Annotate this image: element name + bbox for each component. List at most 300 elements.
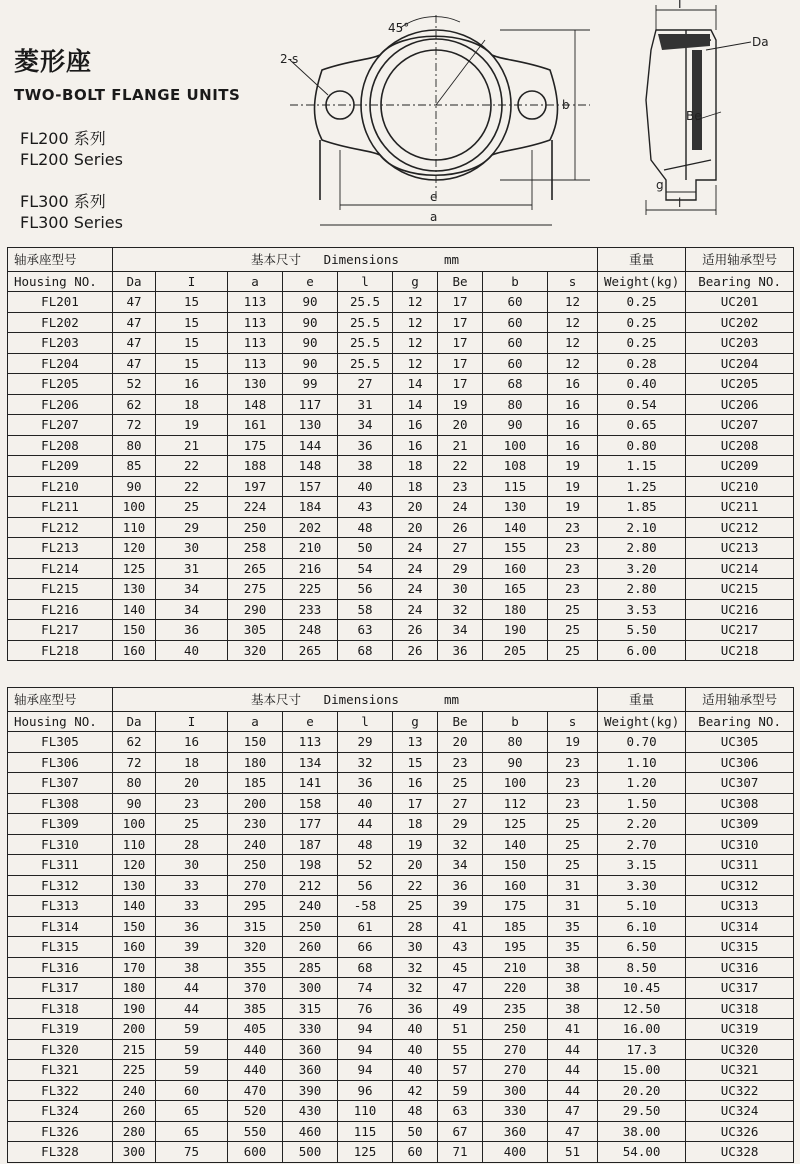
cell-housing-no: FL318 (8, 998, 113, 1019)
col-header-I: I (156, 712, 228, 732)
cell-bearing-no: UC208 (686, 435, 794, 456)
cell-i: 59 (156, 1039, 228, 1060)
cell-s: 23 (548, 558, 598, 579)
housing-header-en: Housing NO. (8, 712, 113, 732)
col-header-g: g (393, 272, 438, 292)
cell-e: 187 (283, 834, 338, 855)
cell-a: 148 (228, 394, 283, 415)
cell-a: 250 (228, 855, 283, 876)
cell-i: 65 (156, 1121, 228, 1142)
cell-l: 40 (338, 476, 393, 497)
col-header-Be: Be (438, 712, 483, 732)
cell-g: 32 (393, 957, 438, 978)
cell-e: 90 (283, 353, 338, 374)
cell-g: 25 (393, 896, 438, 917)
cell-b: 60 (483, 333, 548, 354)
cell-be: 67 (438, 1121, 483, 1142)
cell-i: 75 (156, 1142, 228, 1163)
cell-i: 36 (156, 916, 228, 937)
cell-l: -58 (338, 896, 393, 917)
cell-g: 18 (393, 476, 438, 497)
cell-weight: 1.20 (598, 773, 686, 794)
cell-l: 94 (338, 1060, 393, 1081)
cell-da: 85 (113, 456, 156, 477)
cell-a: 113 (228, 292, 283, 313)
col-header-a: a (228, 272, 283, 292)
dims-header-en: Dimensions (323, 692, 399, 707)
cell-s: 25 (548, 855, 598, 876)
cell-da: 240 (113, 1080, 156, 1101)
cell-i: 19 (156, 415, 228, 436)
cell-e: 212 (283, 875, 338, 896)
dim-e-label: e (430, 190, 438, 204)
cell-e: 202 (283, 517, 338, 538)
cell-be: 27 (438, 793, 483, 814)
cell-da: 160 (113, 640, 156, 661)
cell-be: 41 (438, 916, 483, 937)
col-header-g: g (393, 712, 438, 732)
cell-b: 80 (483, 732, 548, 753)
cell-l: 94 (338, 1019, 393, 1040)
cell-b: 150 (483, 855, 548, 876)
table-row (8, 834, 794, 855)
cell-da: 52 (113, 374, 156, 395)
cell-housing-no: FL322 (8, 1080, 113, 1101)
dim-b-label: b (562, 98, 570, 112)
cell-weight: 3.53 (598, 599, 686, 620)
cell-bearing-no: UC212 (686, 517, 794, 538)
cell-b: 100 (483, 773, 548, 794)
cell-g: 12 (393, 312, 438, 333)
cell-i: 22 (156, 476, 228, 497)
cell-i: 25 (156, 814, 228, 835)
cell-l: 36 (338, 773, 393, 794)
cell-i: 15 (156, 312, 228, 333)
cell-weight: 2.20 (598, 814, 686, 835)
col-header-Be: Be (438, 272, 483, 292)
cell-da: 160 (113, 937, 156, 958)
cell-e: 158 (283, 793, 338, 814)
flange-side-section-drawing (636, 0, 800, 245)
cell-housing-no: FL209 (8, 456, 113, 477)
cell-e: 248 (283, 620, 338, 641)
cell-da: 140 (113, 896, 156, 917)
table-row (8, 1080, 794, 1101)
cell-a: 550 (228, 1121, 283, 1142)
cell-bearing-no: UC203 (686, 333, 794, 354)
cell-b: 175 (483, 896, 548, 917)
cell-be: 43 (438, 937, 483, 958)
table-row (8, 793, 794, 814)
col-header-l: l (338, 272, 393, 292)
cell-i: 59 (156, 1060, 228, 1081)
cell-a: 188 (228, 456, 283, 477)
col-header-e: e (283, 272, 338, 292)
cell-housing-no: FL218 (8, 640, 113, 661)
table-row (8, 855, 794, 876)
cell-e: 250 (283, 916, 338, 937)
cell-a: 175 (228, 435, 283, 456)
cell-s: 16 (548, 374, 598, 395)
cell-bearing-no: UC306 (686, 752, 794, 773)
cell-l: 25.5 (338, 312, 393, 333)
cell-g: 18 (393, 456, 438, 477)
cell-be: 24 (438, 497, 483, 518)
cell-s: 19 (548, 732, 598, 753)
cell-e: 99 (283, 374, 338, 395)
cell-weight: 12.50 (598, 998, 686, 1019)
cell-e: 225 (283, 579, 338, 600)
cell-bearing-no: UC312 (686, 875, 794, 896)
cell-b: 270 (483, 1039, 548, 1060)
table-row (8, 456, 794, 477)
cell-e: 134 (283, 752, 338, 773)
cell-s: 25 (548, 620, 598, 641)
cell-e: 177 (283, 814, 338, 835)
cell-g: 28 (393, 916, 438, 937)
cell-housing-no: FL319 (8, 1019, 113, 1040)
cell-b: 160 (483, 558, 548, 579)
cell-da: 140 (113, 599, 156, 620)
cell-bearing-no: UC207 (686, 415, 794, 436)
cell-housing-no: FL316 (8, 957, 113, 978)
cell-l: 40 (338, 793, 393, 814)
cell-l: 94 (338, 1039, 393, 1060)
cell-a: 315 (228, 916, 283, 937)
table-row (8, 538, 794, 559)
cell-da: 62 (113, 732, 156, 753)
cell-s: 35 (548, 916, 598, 937)
cell-a: 150 (228, 732, 283, 753)
cell-b: 210 (483, 957, 548, 978)
cell-bearing-no: UC213 (686, 538, 794, 559)
cell-e: 430 (283, 1101, 338, 1122)
cell-g: 16 (393, 773, 438, 794)
cell-i: 15 (156, 292, 228, 313)
cell-weight: 8.50 (598, 957, 686, 978)
cell-weight: 1.10 (598, 752, 686, 773)
page-header (0, 0, 800, 245)
col-header-Da: Da (113, 272, 156, 292)
cell-da: 225 (113, 1060, 156, 1081)
cell-be: 21 (438, 435, 483, 456)
cell-bearing-no: UC206 (686, 394, 794, 415)
table-row (8, 558, 794, 579)
cell-bearing-no: UC215 (686, 579, 794, 600)
cell-be: 39 (438, 896, 483, 917)
cell-i: 18 (156, 394, 228, 415)
cell-s: 51 (548, 1142, 598, 1163)
cell-be: 23 (438, 752, 483, 773)
col-header-a: a (228, 712, 283, 732)
cell-housing-no: FL321 (8, 1060, 113, 1081)
cell-housing-no: FL317 (8, 978, 113, 999)
cell-l: 125 (338, 1142, 393, 1163)
cell-housing-no: FL324 (8, 1101, 113, 1122)
cell-g: 14 (393, 394, 438, 415)
table-row (8, 435, 794, 456)
cell-housing-no: FL217 (8, 620, 113, 641)
dim-Da-label: Da (752, 35, 769, 49)
cell-da: 62 (113, 394, 156, 415)
cell-b: 160 (483, 875, 548, 896)
housing-header-cn: 轴承座型号 (8, 248, 113, 272)
cell-e: 240 (283, 896, 338, 917)
cell-da: 110 (113, 517, 156, 538)
table-row (8, 1019, 794, 1040)
cell-l: 96 (338, 1080, 393, 1101)
cell-l: 31 (338, 394, 393, 415)
cell-i: 44 (156, 998, 228, 1019)
cell-s: 16 (548, 435, 598, 456)
cell-da: 100 (113, 814, 156, 835)
cell-weight: 1.50 (598, 793, 686, 814)
dimensions-header (113, 248, 598, 272)
cell-housing-no: FL210 (8, 476, 113, 497)
cell-a: 320 (228, 640, 283, 661)
cell-weight: 0.65 (598, 415, 686, 436)
fl200-table-body (8, 292, 794, 661)
cell-bearing-no: UC217 (686, 620, 794, 641)
col-header-b: b (483, 272, 548, 292)
cell-be: 36 (438, 875, 483, 896)
cell-bearing-no: UC316 (686, 957, 794, 978)
cell-bearing-no: UC201 (686, 292, 794, 313)
table-row (8, 875, 794, 896)
cell-a: 405 (228, 1019, 283, 1040)
cell-g: 17 (393, 793, 438, 814)
cell-s: 25 (548, 814, 598, 835)
cell-weight: 3.30 (598, 875, 686, 896)
cell-g: 26 (393, 640, 438, 661)
cell-da: 72 (113, 415, 156, 436)
cell-l: 110 (338, 1101, 393, 1122)
cell-be: 34 (438, 620, 483, 641)
cell-a: 113 (228, 312, 283, 333)
cell-be: 25 (438, 773, 483, 794)
cell-a: 440 (228, 1060, 283, 1081)
cell-e: 330 (283, 1019, 338, 1040)
cell-l: 27 (338, 374, 393, 395)
cell-g: 12 (393, 333, 438, 354)
cell-b: 80 (483, 394, 548, 415)
cell-bearing-no: UC204 (686, 353, 794, 374)
cell-e: 315 (283, 998, 338, 1019)
cell-g: 50 (393, 1121, 438, 1142)
cell-be: 29 (438, 558, 483, 579)
cell-bearing-no: UC311 (686, 855, 794, 876)
cell-housing-no: FL216 (8, 599, 113, 620)
cell-a: 270 (228, 875, 283, 896)
cell-l: 68 (338, 640, 393, 661)
cell-be: 17 (438, 374, 483, 395)
table-row (8, 353, 794, 374)
cell-e: 216 (283, 558, 338, 579)
cell-i: 22 (156, 456, 228, 477)
cell-housing-no: FL208 (8, 435, 113, 456)
cell-i: 33 (156, 896, 228, 917)
cell-i: 30 (156, 855, 228, 876)
cell-housing-no: FL211 (8, 497, 113, 518)
cell-s: 41 (548, 1019, 598, 1040)
cell-s: 38 (548, 978, 598, 999)
cell-l: 43 (338, 497, 393, 518)
cell-housing-no: FL308 (8, 793, 113, 814)
cell-s: 23 (548, 517, 598, 538)
cell-b: 400 (483, 1142, 548, 1163)
cell-e: 285 (283, 957, 338, 978)
table-row (8, 333, 794, 354)
cell-s: 25 (548, 599, 598, 620)
cell-be: 36 (438, 640, 483, 661)
cell-s: 47 (548, 1121, 598, 1142)
cell-be: 59 (438, 1080, 483, 1101)
cell-g: 40 (393, 1060, 438, 1081)
cell-g: 30 (393, 937, 438, 958)
cell-l: 44 (338, 814, 393, 835)
cell-l: 68 (338, 957, 393, 978)
cell-housing-no: FL213 (8, 538, 113, 559)
cell-bearing-no: UC314 (686, 916, 794, 937)
table-row (8, 1142, 794, 1163)
cell-i: 15 (156, 333, 228, 354)
cell-i: 29 (156, 517, 228, 538)
cell-weight: 2.80 (598, 579, 686, 600)
table-row (8, 1101, 794, 1122)
cell-g: 40 (393, 1039, 438, 1060)
cell-b: 125 (483, 814, 548, 835)
dim-g-label: g (656, 178, 664, 192)
cell-bearing-no: UC318 (686, 998, 794, 1019)
cell-a: 355 (228, 957, 283, 978)
cell-b: 195 (483, 937, 548, 958)
cell-a: 290 (228, 599, 283, 620)
cell-a: 113 (228, 353, 283, 374)
cell-i: 40 (156, 640, 228, 661)
cell-housing-no: FL314 (8, 916, 113, 937)
cell-g: 16 (393, 435, 438, 456)
cell-s: 47 (548, 1101, 598, 1122)
cell-a: 130 (228, 374, 283, 395)
table-row (8, 773, 794, 794)
cell-a: 185 (228, 773, 283, 794)
table-row (8, 579, 794, 600)
cell-da: 190 (113, 998, 156, 1019)
cell-da: 215 (113, 1039, 156, 1060)
cell-g: 12 (393, 353, 438, 374)
cell-da: 130 (113, 875, 156, 896)
cell-b: 140 (483, 517, 548, 538)
cell-i: 30 (156, 538, 228, 559)
col-header-s: s (548, 272, 598, 292)
cell-da: 150 (113, 620, 156, 641)
cell-be: 34 (438, 855, 483, 876)
cell-b: 155 (483, 538, 548, 559)
cell-da: 170 (113, 957, 156, 978)
cell-be: 32 (438, 599, 483, 620)
cell-a: 600 (228, 1142, 283, 1163)
cell-be: 29 (438, 814, 483, 835)
cell-be: 17 (438, 333, 483, 354)
cell-da: 130 (113, 579, 156, 600)
dim-a-label: a (430, 210, 438, 224)
cell-e: 233 (283, 599, 338, 620)
col-header-Da: Da (113, 712, 156, 732)
table-row (8, 937, 794, 958)
cell-l: 76 (338, 998, 393, 1019)
cell-b: 112 (483, 793, 548, 814)
cell-bearing-no: UC317 (686, 978, 794, 999)
table-row (8, 814, 794, 835)
cell-l: 25.5 (338, 292, 393, 313)
cell-housing-no: FL206 (8, 394, 113, 415)
cell-da: 300 (113, 1142, 156, 1163)
cell-be: 23 (438, 476, 483, 497)
dims-header-cn: 基本尺寸 (251, 692, 302, 707)
cell-bearing-no: UC324 (686, 1101, 794, 1122)
cell-bearing-no: UC313 (686, 896, 794, 917)
bearing-header-en: Bearing NO. (686, 712, 794, 732)
cell-weight: 0.80 (598, 435, 686, 456)
fl200-series-cn: FL200 系列 (20, 129, 106, 148)
cell-be: 20 (438, 415, 483, 436)
cell-da: 260 (113, 1101, 156, 1122)
cell-i: 18 (156, 752, 228, 773)
cell-a: 113 (228, 333, 283, 354)
cell-be: 49 (438, 998, 483, 1019)
cell-da: 47 (113, 292, 156, 313)
cell-e: 90 (283, 312, 338, 333)
col-header-b: b (483, 712, 548, 732)
cell-l: 50 (338, 538, 393, 559)
cell-a: 370 (228, 978, 283, 999)
cell-weight: 5.50 (598, 620, 686, 641)
cell-e: 198 (283, 855, 338, 876)
cell-be: 30 (438, 579, 483, 600)
cell-g: 19 (393, 834, 438, 855)
cell-weight: 0.40 (598, 374, 686, 395)
bearing-header-cn: 适用轴承型号 (686, 248, 794, 272)
dimensions-header (113, 688, 598, 712)
cell-bearing-no: UC321 (686, 1060, 794, 1081)
cell-housing-no: FL215 (8, 579, 113, 600)
cell-housing-no: FL201 (8, 292, 113, 313)
cell-s: 19 (548, 476, 598, 497)
cell-s: 12 (548, 312, 598, 333)
cell-s: 25 (548, 834, 598, 855)
cell-g: 20 (393, 517, 438, 538)
hole-label: 2-s (280, 52, 299, 66)
cell-weight: 2.10 (598, 517, 686, 538)
cell-b: 205 (483, 640, 548, 661)
cell-housing-no: FL214 (8, 558, 113, 579)
cell-housing-no: FL204 (8, 353, 113, 374)
cell-s: 12 (548, 353, 598, 374)
dim-Be-label: Be (686, 109, 702, 123)
cell-i: 31 (156, 558, 228, 579)
cell-g: 20 (393, 855, 438, 876)
cell-be: 20 (438, 732, 483, 753)
table-row (8, 957, 794, 978)
cell-l: 48 (338, 517, 393, 538)
cell-b: 100 (483, 435, 548, 456)
cell-weight: 16.00 (598, 1019, 686, 1040)
cell-housing-no: FL320 (8, 1039, 113, 1060)
cell-da: 120 (113, 538, 156, 559)
cell-b: 90 (483, 752, 548, 773)
cell-a: 161 (228, 415, 283, 436)
cell-i: 25 (156, 497, 228, 518)
